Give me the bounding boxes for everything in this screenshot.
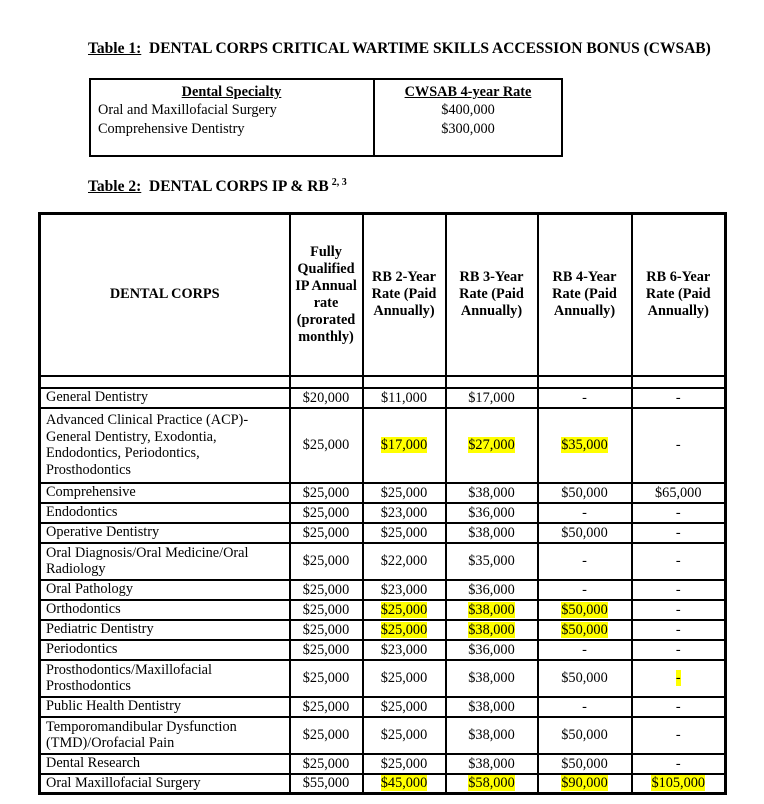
cell-value: $50,000	[561, 727, 608, 743]
cell-ip-annual-rate	[290, 580, 363, 600]
specialty-name: Oral Maxillofacial Surgery	[40, 774, 290, 794]
table-row	[40, 620, 726, 640]
spacer-cell	[40, 376, 290, 388]
cell-value: -	[675, 601, 681, 618]
cell-value: -	[675, 524, 681, 541]
specialty-name: Public Health Dentistry	[40, 697, 290, 717]
cell-value: $90,000	[561, 775, 608, 792]
cell-rb-4-year	[538, 600, 632, 620]
cell-rb-6-year	[632, 717, 726, 754]
cell-value: -	[675, 727, 681, 743]
cell-value: $38,000	[468, 755, 515, 772]
table1-title-text: DENTAL CORPS CRITICAL WARTIME SKILLS ACCESSION BONUS (CWSAB)	[149, 40, 711, 57]
spacer-cell	[446, 376, 538, 388]
cell-value: $25,000	[302, 670, 350, 686]
table1-label: Table 1:	[88, 40, 142, 57]
cell-value: $35,000	[468, 553, 515, 569]
cell-ip-annual-rate	[290, 483, 363, 503]
cell-value: $50,000	[561, 601, 608, 618]
specialty-name: Comprehensive	[40, 483, 290, 503]
table2-label: Table 2:	[88, 178, 142, 195]
cell-value: -	[675, 389, 681, 406]
spacer-cell	[632, 376, 726, 388]
cell-value: -	[675, 581, 681, 598]
cell-value: $25,000	[302, 437, 350, 453]
cell-value: -	[675, 553, 681, 569]
cell-value: -	[582, 553, 587, 569]
header-rb-2-year: RB 2-Year Rate (Paid Annually)	[363, 214, 446, 376]
table-row	[40, 697, 726, 717]
table-row	[40, 774, 726, 794]
cell-value: $25,000	[302, 727, 350, 743]
cell-value: $25,000	[302, 621, 350, 638]
cell-rb-6-year	[632, 503, 726, 523]
cell-value: -	[675, 621, 681, 638]
cell-value: $25,000	[380, 670, 428, 686]
cell-rb-4-year	[538, 754, 632, 774]
cell-rb-3-year	[446, 640, 538, 660]
specialty-name: Oral Diagnosis/Oral Medicine/Oral Radiology	[40, 543, 290, 580]
cell-ip-annual-rate	[290, 640, 363, 660]
table1-specialty-2: Comprehensive Dentistry	[98, 121, 245, 137]
cell-rb-2-year	[363, 600, 446, 620]
cell-rb-6-year	[632, 600, 726, 620]
cell-rb-3-year	[446, 388, 538, 408]
specialty-name: Pediatric Dentistry	[40, 620, 290, 640]
cell-value: -	[582, 504, 587, 521]
cell-rb-4-year	[538, 580, 632, 600]
cell-value: $25,000	[302, 698, 350, 715]
cell-value: $45,000	[380, 775, 428, 792]
cell-value: $36,000	[468, 581, 515, 598]
table2-title	[88, 177, 347, 196]
cell-value: $25,000	[380, 524, 428, 541]
table2-ip-rb	[38, 212, 727, 795]
cell-value: $25,000	[380, 621, 428, 638]
cell-value: -	[675, 504, 681, 521]
cell-rb-4-year	[538, 620, 632, 640]
cell-value: $25,000	[302, 581, 350, 598]
cell-rb-3-year	[446, 408, 538, 483]
table-row	[40, 543, 726, 580]
cell-ip-annual-rate	[290, 408, 363, 483]
cell-value: $25,000	[380, 727, 428, 743]
cell-value: $50,000	[561, 524, 608, 541]
cell-ip-annual-rate	[290, 660, 363, 697]
table1-specialty-column	[90, 79, 374, 156]
cell-rb-3-year	[446, 754, 538, 774]
cell-rb-2-year	[363, 388, 446, 408]
cell-rb-6-year	[632, 754, 726, 774]
cell-ip-annual-rate	[290, 543, 363, 580]
specialty-name: Endodontics	[40, 503, 290, 523]
specialty-name: Prosthodontics/Maxillofacial Prosthodontics	[40, 660, 290, 697]
cell-value: $25,000	[302, 755, 350, 772]
header-rb-6-year: RB 6-Year Rate (Paid Annually)	[632, 214, 726, 376]
table2-body	[40, 376, 726, 794]
specialty-name: General Dentistry	[40, 388, 290, 408]
cell-rb-4-year	[538, 523, 632, 543]
cell-rb-2-year	[363, 697, 446, 717]
table-row	[40, 388, 726, 408]
table2-title-text: DENTAL CORPS IP & RB	[149, 178, 329, 195]
cell-value: -	[582, 641, 587, 658]
cell-value: $17,000	[380, 437, 428, 453]
cell-rb-3-year	[446, 600, 538, 620]
table-row	[40, 600, 726, 620]
cell-rb-2-year	[363, 503, 446, 523]
cell-value: $36,000	[468, 641, 515, 658]
cell-value: -	[675, 698, 681, 715]
spacer-cell	[538, 376, 632, 388]
cell-value: $23,000	[380, 581, 428, 598]
cell-rb-4-year	[538, 543, 632, 580]
header-rb-3-year: RB 3-Year Rate (Paid Annually)	[446, 214, 538, 376]
cell-value: $25,000	[380, 484, 428, 501]
cell-rb-2-year	[363, 717, 446, 754]
cell-value: $25,000	[380, 601, 428, 618]
spacer-cell	[290, 376, 363, 388]
cell-value: $25,000	[380, 698, 428, 715]
cell-value: $105,000	[651, 775, 706, 792]
cell-rb-3-year	[446, 620, 538, 640]
cell-rb-4-year	[538, 408, 632, 483]
cell-rb-3-year	[446, 580, 538, 600]
cell-value: $27,000	[468, 437, 515, 453]
cell-rb-2-year	[363, 660, 446, 697]
cell-rb-2-year	[363, 640, 446, 660]
cell-ip-annual-rate	[290, 600, 363, 620]
specialty-name: Periodontics	[40, 640, 290, 660]
table1-header-specialty: Dental Specialty	[181, 84, 282, 100]
cell-value: $25,000	[302, 504, 350, 521]
cell-rb-4-year	[538, 388, 632, 408]
cell-value: $22,000	[380, 553, 428, 569]
table1-specialty-1: Oral and Maxillofacial Surgery	[98, 102, 277, 118]
table-row	[40, 640, 726, 660]
specialty-name: Temporomandibular Dysfunction (TMD)/Orofacial Pain	[40, 717, 290, 754]
table-row	[40, 503, 726, 523]
table1-header-rate: CWSAB 4-year Rate	[404, 84, 532, 100]
cell-rb-2-year	[363, 774, 446, 794]
cell-value: $17,000	[468, 389, 515, 406]
table2-footnote-ref: 2, 3	[331, 177, 347, 188]
cell-rb-3-year	[446, 697, 538, 717]
table1-cwsab	[89, 78, 563, 157]
cell-value: $35,000	[561, 437, 608, 453]
cell-rb-4-year	[538, 483, 632, 503]
cell-ip-annual-rate	[290, 620, 363, 640]
table1-title	[88, 40, 711, 58]
table-row	[40, 580, 726, 600]
cell-rb-3-year	[446, 660, 538, 697]
cell-rb-3-year	[446, 717, 538, 754]
specialty-name: Operative Dentistry	[40, 523, 290, 543]
cell-rb-6-year	[632, 580, 726, 600]
cell-rb-6-year	[632, 523, 726, 543]
cell-rb-3-year	[446, 543, 538, 580]
cell-value: $25,000	[302, 601, 350, 618]
table1-rate-1: $400,000	[441, 102, 495, 118]
cell-rb-3-year	[446, 483, 538, 503]
cell-rb-3-year	[446, 523, 538, 543]
cell-ip-annual-rate	[290, 523, 363, 543]
cell-rb-6-year	[632, 640, 726, 660]
header-rb-4-year: RB 4-Year Rate (Paid Annually)	[538, 214, 632, 376]
cell-rb-2-year	[363, 754, 446, 774]
spacer-cell	[363, 376, 446, 388]
cell-rb-4-year	[538, 697, 632, 717]
cell-rb-3-year	[446, 503, 538, 523]
table2-header-row	[40, 214, 726, 376]
cell-value: $20,000	[302, 389, 350, 406]
cell-value: -	[675, 641, 681, 658]
cell-rb-4-year	[538, 503, 632, 523]
cell-rb-6-year	[632, 774, 726, 794]
cell-rb-2-year	[363, 543, 446, 580]
cell-value: -	[675, 437, 681, 453]
cell-value: $11,000	[381, 389, 427, 406]
cell-value: -	[675, 755, 681, 772]
table2-spacer-row	[40, 376, 726, 388]
cell-rb-4-year	[538, 660, 632, 697]
specialty-name: Advanced Clinical Practice (ACP)- General Dentistry, Exodontia, Endodontics, Periodontics, Prosthodontics	[40, 408, 290, 483]
cell-value: $38,000	[468, 670, 515, 686]
cell-rb-6-year	[632, 483, 726, 503]
cell-rb-4-year	[538, 774, 632, 794]
cell-value: $23,000	[380, 641, 428, 658]
table1-rate-column	[374, 79, 562, 156]
cell-ip-annual-rate	[290, 388, 363, 408]
table1-rate-2: $300,000	[441, 121, 495, 137]
cell-value: $50,000	[561, 670, 608, 686]
cell-rb-2-year	[363, 483, 446, 503]
cell-value: $38,000	[468, 621, 515, 638]
cell-ip-annual-rate	[290, 697, 363, 717]
cell-value: -	[582, 698, 587, 715]
table-row	[40, 660, 726, 697]
cell-value: $55,000	[302, 775, 350, 792]
table-row	[40, 754, 726, 774]
cell-rb-6-year	[632, 660, 726, 697]
cell-value: $38,000	[468, 484, 515, 501]
cell-value: $25,000	[302, 641, 350, 658]
cell-value: $50,000	[561, 755, 608, 772]
cell-rb-6-year	[632, 620, 726, 640]
cell-value: -	[675, 670, 681, 686]
table-row	[40, 717, 726, 754]
cell-ip-annual-rate	[290, 503, 363, 523]
cell-value: $65,000	[655, 484, 702, 501]
cell-ip-annual-rate	[290, 774, 363, 794]
cell-rb-2-year	[363, 408, 446, 483]
specialty-name: Orthodontics	[40, 600, 290, 620]
cell-rb-4-year	[538, 717, 632, 754]
cell-value: $50,000	[561, 621, 608, 638]
table-row	[40, 408, 726, 483]
cell-ip-annual-rate	[290, 754, 363, 774]
cell-rb-2-year	[363, 580, 446, 600]
cell-value: -	[582, 581, 587, 598]
cell-value: $23,000	[380, 504, 428, 521]
cell-rb-2-year	[363, 523, 446, 543]
cell-value: $36,000	[468, 504, 515, 521]
cell-value: $25,000	[302, 524, 350, 541]
header-ip-annual-rate: Fully Qualified IP Annual rate (prorated monthly)	[290, 214, 363, 376]
cell-value: $38,000	[468, 698, 515, 715]
cell-rb-6-year	[632, 543, 726, 580]
cell-value: $38,000	[468, 524, 515, 541]
cell-rb-2-year	[363, 620, 446, 640]
table-row	[40, 523, 726, 543]
cell-ip-annual-rate	[290, 717, 363, 754]
specialty-name: Dental Research	[40, 754, 290, 774]
cell-value: $38,000	[468, 727, 515, 743]
cell-rb-3-year	[446, 774, 538, 794]
cell-rb-4-year	[538, 640, 632, 660]
specialty-name: Oral Pathology	[40, 580, 290, 600]
table-row	[40, 483, 726, 503]
cell-rb-6-year	[632, 697, 726, 717]
cell-value: $50,000	[561, 484, 608, 501]
cell-value: $25,000	[302, 553, 350, 569]
cell-value: -	[582, 389, 587, 406]
cell-rb-6-year	[632, 388, 726, 408]
cell-rb-6-year	[632, 408, 726, 483]
cell-value: $25,000	[302, 484, 350, 501]
cell-value: $38,000	[468, 601, 515, 618]
cell-value: $58,000	[468, 775, 515, 792]
header-dental-corps: DENTAL CORPS	[40, 214, 290, 376]
cell-value: $25,000	[380, 755, 428, 772]
